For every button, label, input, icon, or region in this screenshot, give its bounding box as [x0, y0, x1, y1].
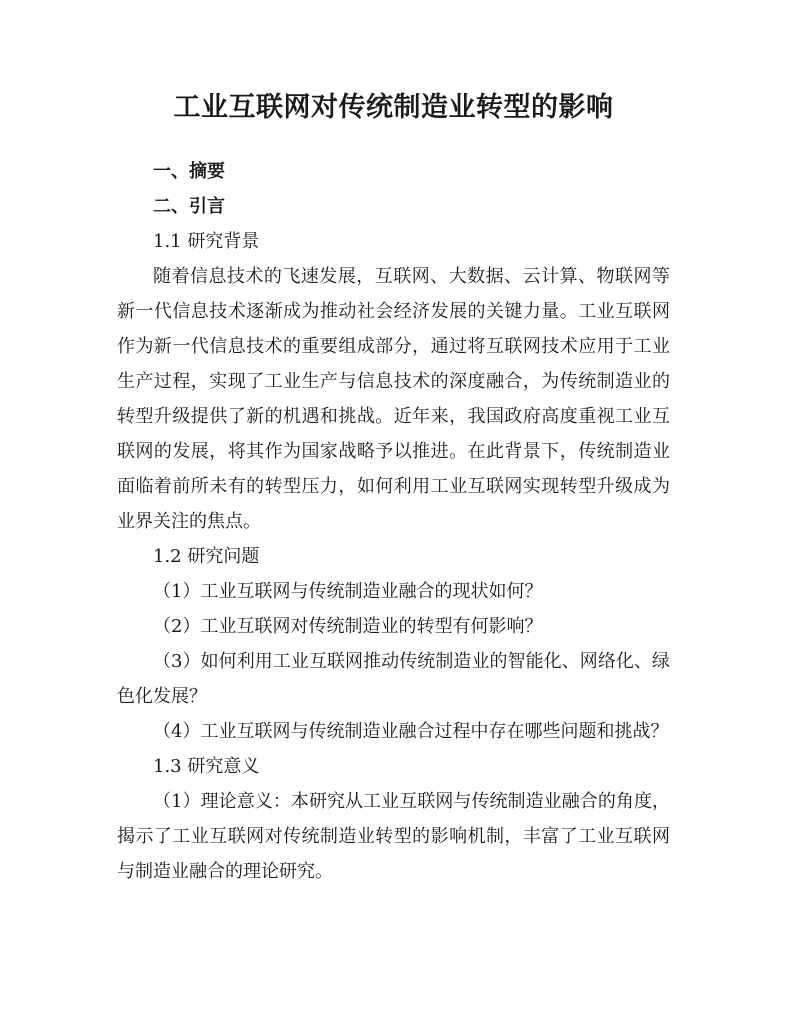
significance-paragraph: （1）理论意义：本研究从工业互联网与传统制造业融合的角度，揭示了工业互联网对传统制造业转型的影响机制，丰富了工业互联网与制造业融合的理论研究。: [117, 791, 670, 882]
question-item-2: （2）工业互联网对传统制造业的转型有何影响？: [153, 616, 543, 637]
background-paragraph: 随着信息技术的飞速发展，互联网、大数据、云计算、物联网等新一代信息技术逐渐成为推动社会经济发展的关键力量。工业互联网作为新一代信息技术的重要组成部分，通过将互联网技术应用于工业生产过程，实现了工业生产与信息技术的深度融合，为传统制造业的转型升级提供了新的机遇和挑战。近年来，我国政府高度重视工业互联网的发展，将其作为国家战略予以推进。在此背景下，传统制造业面临着前所未有的转型压力，如何利用工业互联网实现转型升级成为业界关注的焦点。: [117, 266, 670, 532]
document-title: 工业互联网对传统制造业转型的影响: [173, 92, 614, 123]
abstract-heading: 一、摘要: [153, 161, 225, 182]
intro-heading: 二、引言: [153, 196, 225, 217]
question-item-1: （1）工业互联网与传统制造业融合的现状如何？: [153, 581, 543, 602]
question-item-4: （4）工业互联网与传统制造业融合过程中存在哪些问题和挑战？: [153, 721, 669, 742]
background-heading: 1.1 研究背景: [153, 231, 260, 252]
question-item-3: （3）如何利用工业互联网推动传统制造业的智能化、网络化、绿色化发展？: [117, 651, 670, 707]
significance-heading: 1.3 研究意义: [153, 756, 260, 777]
questions-heading: 1.2 研究问题: [153, 546, 260, 567]
